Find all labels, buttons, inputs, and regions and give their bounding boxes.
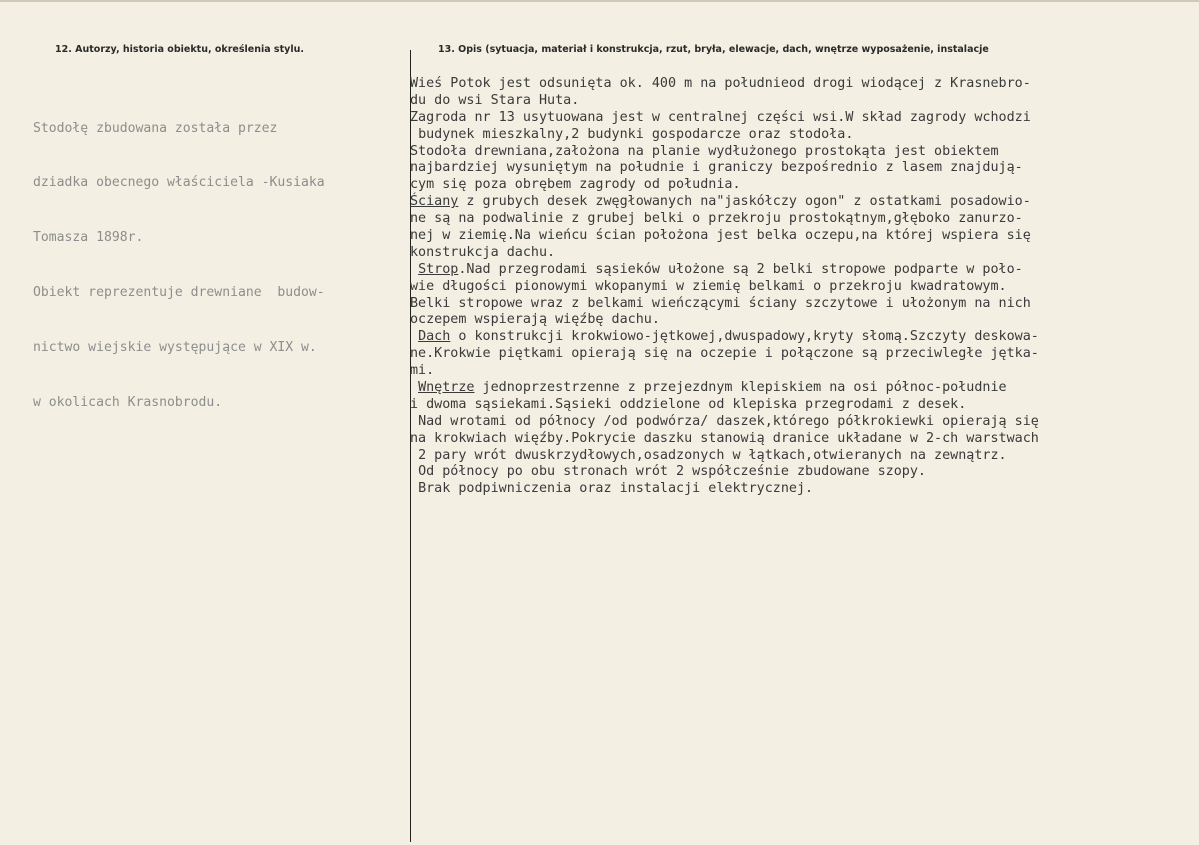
description-line-text: 2 pary wrót dwuskrzydłowych,osadzonych w łątkach,otwieranych na zewnątrz. — [418, 447, 1007, 463]
underlined-term: Ściany — [410, 194, 459, 210]
description-line — [410, 245, 1196, 262]
history-line: Obiekt reprezentuje drewniane budow- — [33, 285, 325, 301]
description-line-text: ne są na podwalinie z grubej belki o przekroju prostokątnym,głęboko zanurzo- — [410, 211, 1023, 227]
description-line-text: jednoprzestrzenne z przejezdnym klepiskiem na osi północ-południe — [474, 380, 1007, 396]
description-line-text: Belki stropowe wraz z belkami wieńczącymi ściany szczytowe i ułożonym na nich — [410, 295, 1031, 311]
description-line-text: i dwoma sąsiekami.Sąsieki oddzielone od klepiska przegrodami z desek. — [410, 396, 967, 412]
description-line — [410, 312, 1196, 329]
description-line — [410, 211, 1196, 228]
description-line — [410, 448, 1196, 465]
description-line — [410, 346, 1196, 363]
description-line-text: Nad wrotami od północy /od podwórza/ daszek,którego półkrokiewki opierają się — [418, 413, 1039, 429]
description-line — [410, 110, 1196, 127]
underlined-term: Strop — [418, 261, 459, 277]
description-line — [410, 481, 1196, 498]
description-line-text: na krokwiach więźby.Pokrycie daszku stanowią dranice układane w 2-ch warstwach — [410, 430, 1039, 446]
description-line-text: o konstrukcji krokwiowo-jętkowej,dwuspadowy,kryty słomą.Szczyty deskowa- — [450, 329, 1039, 345]
description-line-text: cym się poza obrębem zagrody od południa. — [410, 177, 741, 193]
description-line — [410, 93, 1196, 110]
description-line — [410, 414, 1196, 431]
description-line — [410, 431, 1196, 448]
description-line-text: najbardziej wysuniętym na południe i graniczy bezpośrednio z lasem znajdują- — [410, 160, 1023, 176]
description-line — [410, 144, 1196, 161]
description-line — [410, 464, 1196, 481]
section-13-heading: 13. Opis (sytuacja, materiał i konstrukcja, rzut, bryła, elewacje, dach, wnętrze wyposażenie, instalacje — [438, 44, 989, 55]
description-line-text: konstrukcja dachu. — [410, 244, 556, 260]
description-line-text: wie długości pionowymi wkopanymi w ziemię belkami o przekroju kwadratowym. — [410, 278, 1007, 294]
description-line-text: Od północy po obu stronach wrót 2 współcześnie zbudowane szopy. — [418, 464, 926, 480]
description-line-text: budynek mieszkalny,2 budynki gospodarcze oraz stodoła. — [418, 126, 854, 142]
description-line — [410, 397, 1196, 414]
underlined-term: Wnętrze — [418, 380, 475, 396]
description-line-text: mi. — [410, 363, 435, 379]
description-line — [410, 228, 1196, 245]
history-line: dziadka obecnego właściciela -Kusiaka — [33, 175, 325, 191]
description-line-text: z grubych desek zwęgłowanych na"jaskółczy ogon" z ostatkami posadowio- — [458, 194, 1031, 210]
description-line-text: du do wsi Stara Huta. — [410, 92, 580, 108]
description-line-text: .Nad przegrodami sąsieków ułożone są 2 belki stropowe podparte w poło- — [458, 261, 1023, 277]
description-line-text: ne.Krokwie piętkami opierają się na oczepie i połączone są przeciwległe jętka- — [410, 346, 1039, 362]
description-line-text: Zagroda nr 13 usytuowana jest w centralnej części wsi.W skład zagrody wchodzi — [410, 109, 1031, 125]
description-line-text: nej w ziemię.Na wieńcu ścian położona jest belka oczepu,na której wspiera się — [410, 228, 1031, 244]
description-typed-text — [410, 76, 1196, 498]
history-line: Tomasza 1898r. — [33, 230, 144, 246]
description-line-text: Wieś Potok jest odsunięta ok. 400 m na południeod drogi wiodącej z Krasnebro- — [410, 76, 1031, 91]
description-line — [410, 380, 1196, 397]
description-line — [410, 127, 1196, 144]
history-line: w okolicach Krasnobrodu. — [33, 395, 223, 411]
description-line — [410, 296, 1196, 313]
description-line-text: Stodoła drewniana,założona na planie wydłużonego prostokąta jest obiektem — [410, 143, 999, 159]
description-line — [410, 160, 1196, 177]
description-line — [410, 262, 1196, 279]
description-line-text: oczepem wspierają więźbę dachu. — [410, 312, 660, 328]
description-line — [410, 329, 1196, 346]
description-line — [410, 177, 1196, 194]
description-line — [410, 363, 1196, 380]
description-line — [410, 279, 1196, 296]
history-line: Stodołę zbudowana została przez — [33, 120, 278, 136]
description-line-text: Brak podpiwniczenia oraz instalacji elektrycznej. — [418, 481, 814, 497]
section-12-heading: 12. Autorzy, historia obiektu, określenia stylu. — [55, 44, 304, 55]
history-line: nictwo wiejskie występujące w XIX w. — [33, 340, 317, 356]
description-line — [410, 76, 1196, 93]
history-typed-text — [33, 83, 405, 449]
underlined-term: Dach — [418, 329, 451, 345]
description-line — [410, 194, 1196, 211]
